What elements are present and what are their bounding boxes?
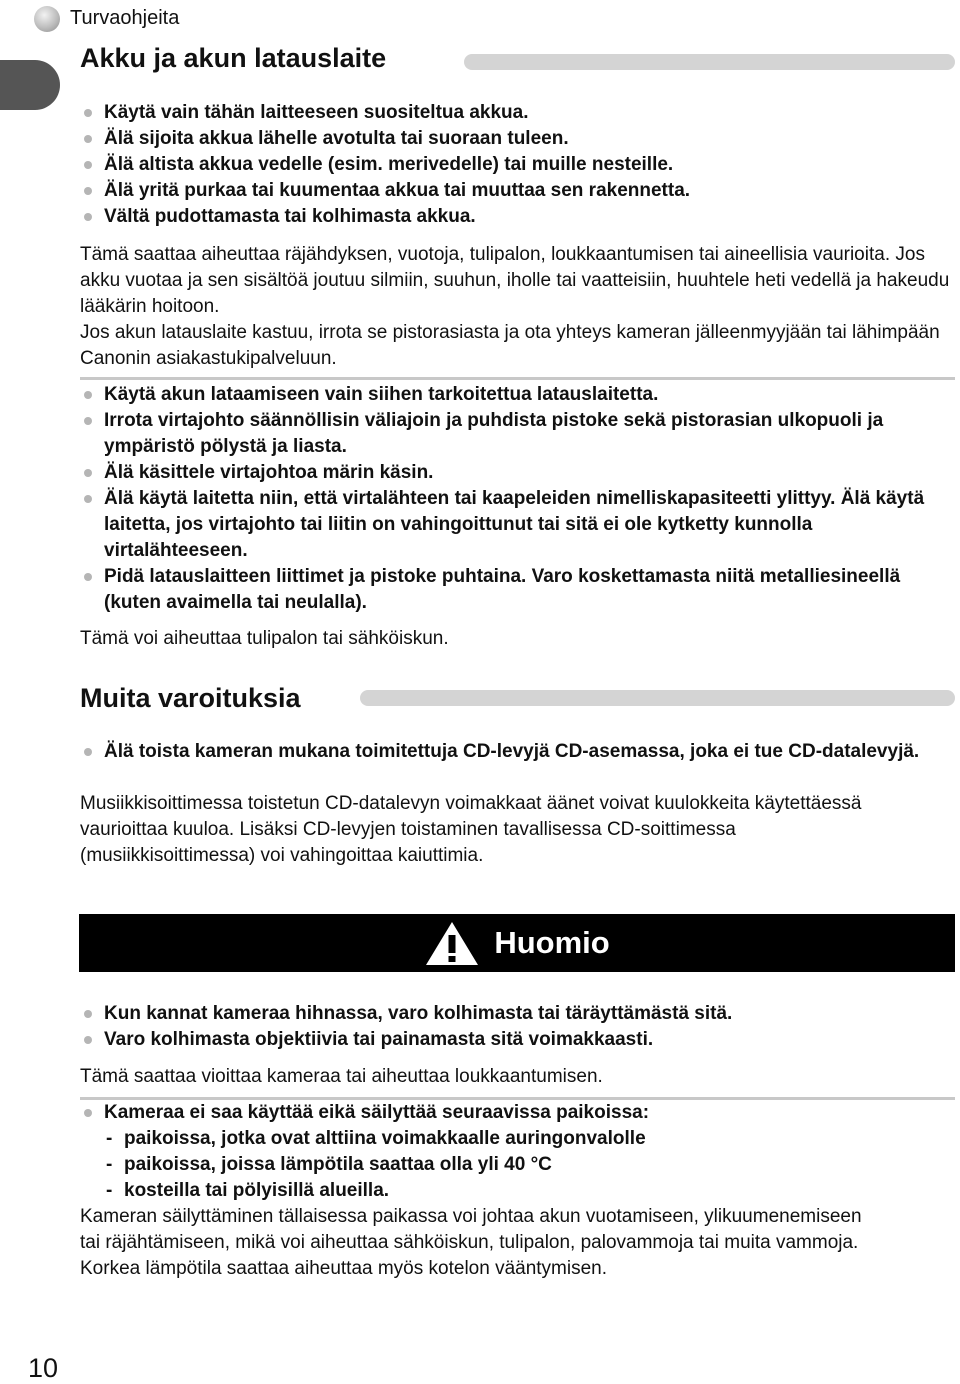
caution-banner: [79, 914, 955, 972]
list-item: - kosteilla tai pölyisillä alueilla.: [80, 1178, 950, 1204]
list-item: - paikoissa, jotka ovat alttiina voimakkaalle auringonvalolle: [80, 1126, 950, 1152]
list-item: Älä yritä purkaa tai kuumentaa akkua tai muuttaa sen rakennetta.: [80, 178, 950, 204]
caution-title: Huomio: [494, 925, 610, 960]
list-item: Älä sijoita akkua lähelle avotulta tai suoraan tuleen.: [80, 126, 950, 152]
list-item: Älä käsittele virtajohtoa märin käsin.: [80, 460, 950, 486]
paragraph-charger-warning: Tämä voi aiheuttaa tulipalon tai sähköiskun.: [80, 628, 449, 649]
bullet-list-charger: [80, 382, 950, 616]
paragraph-battery-warning: [80, 242, 955, 372]
section-header-title: Turvaohjeita: [70, 7, 180, 29]
list-item: Älä käytä laitetta niin, että virtalähteen tai kaapeleiden nimelliskapasiteetti ylittyy. Älä käytä laitetta, jos virtajohto tai liitin on vahingoittunut tai sitä ei ole kytketty kunnolla virtalähteeseen.: [80, 486, 950, 564]
paragraph-storage-warning: Kameran säilyttäminen tällaisessa paikassa voi johtaa akun vuotamiseen, ylikuumenemiseen tai räjähtämiseen, mikä voi aiheuttaa sähköiskun, tulipalon, palovammoja tai muita vammoja. Korkea lämpötila saattaa aiheuttaa myös kotelon vääntymisen.: [80, 1206, 862, 1279]
list-item: Pidä latauslaitteen liittimet ja pistoke puhtaina. Varo koskettamasta niitä metalliesineellä (kuten avaimella tai neulalla).: [80, 564, 950, 616]
list-item: Vältä pudottamasta tai kolhimasta akkua.: [80, 204, 950, 230]
bullet-list-caution: [80, 1001, 950, 1053]
dash-list-storage: [80, 1126, 950, 1204]
list-item: Käytä vain tähän laitteeseen suositeltua akkua.: [80, 100, 950, 126]
list-item: Irrota virtajohto säännöllisin väliajoin ja puhdista pistoke sekä pistorasian ulkopuoli ja ympäristö pölystä ja liasta.: [80, 408, 950, 460]
divider: [80, 377, 955, 380]
bullet-list-storage: [80, 1100, 950, 1126]
list-item: - paikoissa, joissa lämpötila saattaa olla yli 40 °C: [80, 1152, 950, 1178]
bullet-list-battery: [80, 100, 950, 230]
chapter-side-tab: [0, 60, 60, 110]
paragraph-cd-warning: Musiikkisoittimessa toistetun CD-datalevyn voimakkaat äänet voivat kuulokkeita käytettäessä vaurioittaa kuuloa. Lisäksi CD-levyjen toistaminen tavallisessa CD-soittimessa (musiikkisoittimessa) voi vahingoittaa kaiuttimia.: [80, 793, 862, 866]
header-circle-icon: [34, 6, 60, 32]
paragraph-caution: Tämä saattaa vioittaa kameraa tai aiheuttaa loukkaantumisen.: [80, 1066, 603, 1087]
heading-bar: [360, 690, 955, 706]
list-item: Älä altista akkua vedelle (esim. merivedelle) tai muille nesteille.: [80, 152, 950, 178]
page-number: 10: [28, 1353, 59, 1383]
paragraph-text: Jos akun latauslaite kastuu, irrota se pistorasiasta ja ota yhteys kameran jälleenmyyjään tai lähimpään Canonin asiakastukipalveluun.: [80, 322, 940, 369]
paragraph-text: Tämä saattaa aiheuttaa räjähdyksen, vuotoja, tulipalon, loukkaantumisen tai aineellisia vaurioita. Jos akku vuotaa ja sen sisältöä joutuu silmiin, suuhun, iholle tai vaatteisiin, huuhtele heti vedellä ja hakeudu lääkärin hoitoon.: [80, 244, 950, 317]
list-item: Varo kolhimasta objektiivia tai painamasta sitä voimakkaasti.: [80, 1027, 950, 1053]
list-item: Älä toista kameran mukana toimitettuja CD-levyjä CD-asemassa, joka ei tue CD-datalevyjä.: [80, 739, 950, 765]
heading-other-warnings: Muita varoituksia: [80, 683, 301, 713]
list-item: Käytä akun lataamiseen vain siihen tarkoitettua latauslaitetta.: [80, 382, 950, 408]
bullet-list-cd: [80, 739, 950, 765]
warning-triangle-icon: [424, 919, 480, 967]
heading-battery: Akku ja akun latauslaite: [80, 43, 387, 73]
list-item: Kun kannat kameraa hihnassa, varo kolhimasta tai täräyttämästä sitä.: [80, 1001, 950, 1027]
heading-bar: [464, 54, 955, 70]
list-item: Kameraa ei saa käyttää eikä säilyttää seuraavissa paikoissa:: [80, 1100, 950, 1126]
